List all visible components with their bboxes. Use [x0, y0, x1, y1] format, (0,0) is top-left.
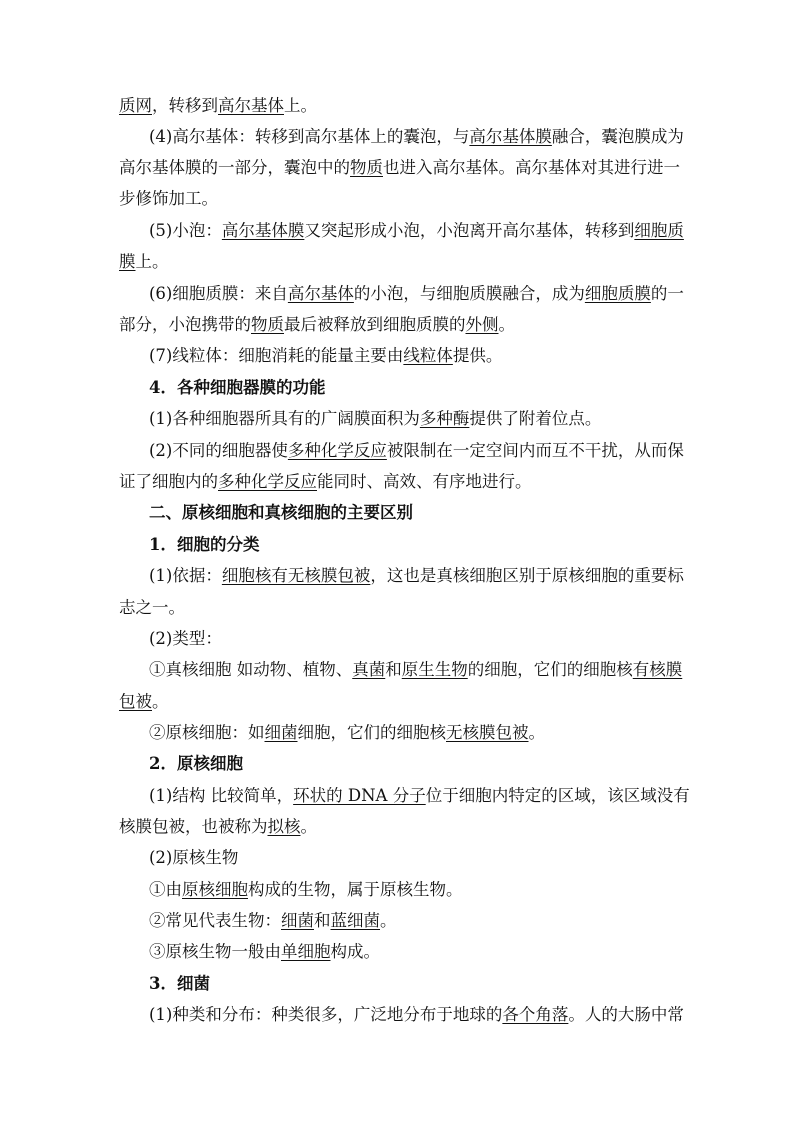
text-run: 的细胞，它们的细胞核 [467, 660, 633, 679]
underlined-term: 细胞质膜 [584, 284, 651, 303]
text-line [149, 502, 677, 524]
text-run: 被限制在一定空间内而互不干扰，从而保 [386, 441, 684, 460]
underlined-term: 多种化学反应 [287, 441, 387, 460]
text-run: 和 [385, 660, 402, 679]
text-run: (1)种类和分布：种类很多，广泛地分布于地球的 [149, 1005, 503, 1024]
underlined-term: 线粒体 [403, 346, 453, 365]
text-line [119, 816, 677, 838]
text-run: 志之一。 [119, 598, 185, 617]
text-run: 高尔基体膜的一部分，囊泡中的 [119, 158, 350, 177]
text-run: ①真核细胞 如动物、植物、 [149, 660, 353, 679]
text-run: 4．各种细胞器膜的功能 [149, 378, 326, 397]
text-run: ，这也是真核细胞区别于原核细胞的重要标 [370, 566, 684, 585]
text-run: 提供。 [452, 346, 503, 365]
text-line [149, 722, 677, 744]
underlined-term: 单细胞 [281, 942, 331, 961]
text-run: ②常见代表生物： [149, 911, 281, 930]
text-run: 证了细胞内的 [119, 472, 218, 491]
text-line [149, 220, 684, 242]
underlined-term: 高尔基体 [287, 284, 354, 303]
text-run: (2)类型： [149, 629, 222, 648]
underlined-term: 质网 [119, 96, 152, 115]
text-line [149, 973, 677, 995]
text-run: 融合，囊泡膜成为 [551, 127, 684, 146]
underlined-term: 物质 [251, 315, 284, 334]
text-line [149, 565, 684, 587]
text-line [149, 126, 684, 148]
text-run: 部分，小泡携带的 [119, 315, 251, 334]
underlined-term: 蓝细菌 [330, 911, 380, 930]
text-run: 。 [152, 692, 169, 711]
text-line [119, 251, 677, 273]
text-run: 细胞，它们的细胞核 [297, 723, 446, 742]
underlined-term: 原生生物 [401, 660, 468, 679]
text-run: ③原核生物一般由 [149, 942, 281, 961]
text-run: (1)结构 比较简单， [149, 786, 294, 805]
text-line [119, 471, 677, 493]
text-line [149, 941, 677, 963]
text-run: 上。 [284, 96, 317, 115]
text-line [149, 440, 684, 462]
underlined-term: 细胞核有无核膜包被 [221, 566, 371, 585]
text-line [119, 691, 677, 713]
text-run: 。 [498, 315, 515, 334]
text-run: 2．原核细胞 [149, 754, 243, 773]
text-run: 的一 [650, 284, 684, 303]
text-run: 3．细菌 [149, 974, 210, 993]
text-run: (4)高尔基体：转移到高尔基体上的囊泡，与 [149, 127, 470, 146]
text-run: 最后被释放到细胞质膜的 [284, 315, 466, 334]
text-line [149, 628, 677, 650]
underlined-term: 膜 [119, 252, 136, 271]
text-line [119, 188, 677, 210]
text-run: 二、原核细胞和真核细胞的主要区别 [149, 503, 413, 522]
text-run: 又突起形成小泡，小泡离开高尔基体，转移到 [304, 221, 635, 240]
text-run: (1)各种细胞器所具有的广阔膜面积为 [149, 409, 420, 428]
text-run: 构成。 [330, 942, 380, 961]
underlined-term: 细胞质 [634, 221, 684, 240]
underlined-term: 包被 [119, 692, 152, 711]
text-line [119, 314, 677, 336]
text-line [149, 659, 683, 681]
text-run: 1．细胞的分类 [149, 535, 260, 554]
underlined-term: 细菌 [281, 911, 314, 930]
underlined-term: 高尔基体膜 [469, 127, 552, 146]
text-line [149, 408, 677, 430]
text-run: (2)原核生物 [149, 848, 239, 867]
text-run: (2)不同的细胞器使 [149, 441, 288, 460]
underlined-term: 各个角落 [502, 1005, 569, 1024]
text-run: 。 [528, 723, 545, 742]
underlined-term: 细菌 [264, 723, 298, 742]
text-line [149, 377, 677, 399]
underlined-term: 高尔基体膜 [221, 221, 305, 240]
text-line [149, 879, 677, 901]
underlined-term: 有核膜 [632, 660, 683, 679]
text-line [119, 95, 677, 117]
text-run: 核膜包被，也被称为 [119, 817, 268, 836]
text-run: (6)细胞质膜：来自 [149, 284, 288, 303]
text-line [149, 1004, 684, 1026]
underlined-term: 拟核 [267, 817, 301, 836]
underlined-term: 高尔基体 [218, 96, 284, 115]
text-run: 。 [380, 911, 397, 930]
underlined-term: 环状的 DNA 分子 [293, 786, 426, 805]
text-line [149, 753, 677, 775]
underlined-term: 多种化学反应 [218, 472, 317, 491]
text-run: (5)小泡： [149, 221, 222, 240]
text-run: ②原核细胞：如 [149, 723, 265, 742]
underlined-term: 真菌 [352, 660, 386, 679]
underlined-term: 原核细胞 [182, 880, 248, 899]
underlined-term: 多种酶 [419, 409, 470, 428]
text-run: 和 [314, 911, 331, 930]
text-run: 能同时、高效、有序地进行。 [317, 472, 532, 491]
text-run: ①由 [149, 880, 182, 899]
text-run: 步修饰加工。 [119, 189, 218, 208]
text-line [119, 157, 680, 179]
text-run: ，转移到 [152, 96, 218, 115]
underlined-term: 无核膜包被 [446, 723, 529, 742]
text-run: 也进入高尔基体。高尔基体对其进行进一 [383, 158, 680, 177]
text-run: 构成的生物，属于原核生物。 [248, 880, 463, 899]
underlined-term: 物质 [350, 158, 383, 177]
text-run: (1)依据： [149, 566, 222, 585]
text-line [149, 283, 684, 305]
text-run: 提供了附着位点。 [469, 409, 602, 428]
text-run: 位于细胞内特定的区域，该区域没有 [425, 786, 690, 805]
text-line [149, 910, 677, 932]
text-line [149, 847, 677, 869]
text-line [149, 534, 677, 556]
text-run: (7)线粒体：细胞消耗的能量主要由 [149, 346, 404, 365]
text-line [149, 785, 690, 807]
underlined-term: 外侧 [465, 315, 499, 334]
text-line [119, 597, 677, 619]
text-run: 。人的大肠中常 [568, 1005, 684, 1024]
text-run: 。 [300, 817, 317, 836]
text-run: 的小泡，与细胞质膜融合，成为 [353, 284, 585, 303]
text-run: 上。 [135, 252, 169, 271]
text-line [149, 345, 677, 367]
